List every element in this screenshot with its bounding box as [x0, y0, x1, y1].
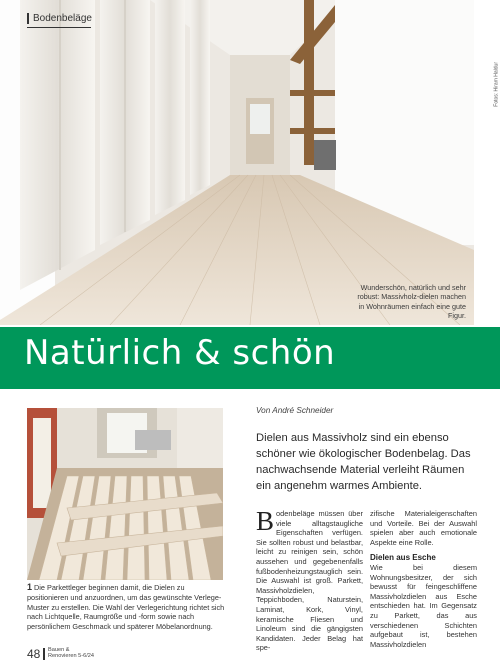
article-title: Natürlich & schön [24, 333, 336, 373]
lead-paragraph: Dielen aus Massivholz sind ein ebenso schöner wie ökologischer Bodenbelag. Das nachwachsende Material verleiht Räumen ein angenehm warmes Ambiente. [256, 432, 471, 492]
magazine-line-1: Bauen & [48, 647, 70, 653]
planks-illustration [27, 408, 223, 580]
inset-photo [27, 408, 223, 580]
body-text-right-1: zifische Materialeigenschaften und Vorteile. Bei der Auswahl spielen aber auch emotionale Aspekte eine Rolle. [370, 509, 477, 547]
magazine-line-2: Renovieren 5-6/24 [48, 653, 95, 660]
caption-text: Die Parkettleger beginnen damit, die Dielen zu positionieren und anzuordnen, um das gewünschte Verlege-Muster zu erstellen. Die Wahl der Verlegerichtung richtet sich nach Lichtquelle, Raumgröße und -form sowie nach persönlichem Geschmack und späterer Möbelanordnung. [27, 583, 225, 632]
page-number: 48 [27, 647, 41, 661]
body-text-right-2: Wie bei diesem Wohnungsbesitzer, der sich bewusst für feingeschliffene Massivholzdielen aus Esche entschieden hat. Im Gegensatz zu Parkett, das aus verschiedenen Schichten aufgebaut ist, bestehen Massivholzdielen [370, 562, 477, 649]
photo-credit: Fotos: Hiram Haldur [494, 62, 500, 107]
section-tag: Bodenbeläge [27, 13, 92, 24]
drop-cap: B [256, 506, 275, 536]
body-text-left: odenbeläge müssen über viele alltagstaugliche Eigenschaften verfügen. Sie sollten robust und belastbar, leicht zu reinigen sein, schön aussehen und gegebenenfalls fußbodenheizungstauglich sein. Die Auswahl ist groß. Parkett, Massivholzdielen, Teppichboden, Naturstein, Laminat, Kork, Vinyl, keramische Fliesen und Linoleum sind die gängigsten Kandidaten. Jeder Belag hat spe- [256, 509, 363, 653]
section-rule [27, 27, 91, 28]
footer-divider [43, 648, 45, 660]
hero-photo [0, 0, 474, 325]
body-column-left [256, 506, 363, 653]
hero-caption: Wunderschön, natürlich und sehr robust: Massivholz-dielen machen in Wohnräumen einfach eine gute Figur. [357, 283, 466, 321]
body-column-right [370, 509, 477, 649]
subheading: Dielen aus Esche [370, 553, 436, 563]
caption-number: 1 [27, 582, 33, 592]
magazine-name [48, 647, 94, 660]
byline: Von André Schneider [256, 406, 334, 415]
hallway-illustration [0, 0, 474, 325]
inset-caption [27, 583, 227, 632]
